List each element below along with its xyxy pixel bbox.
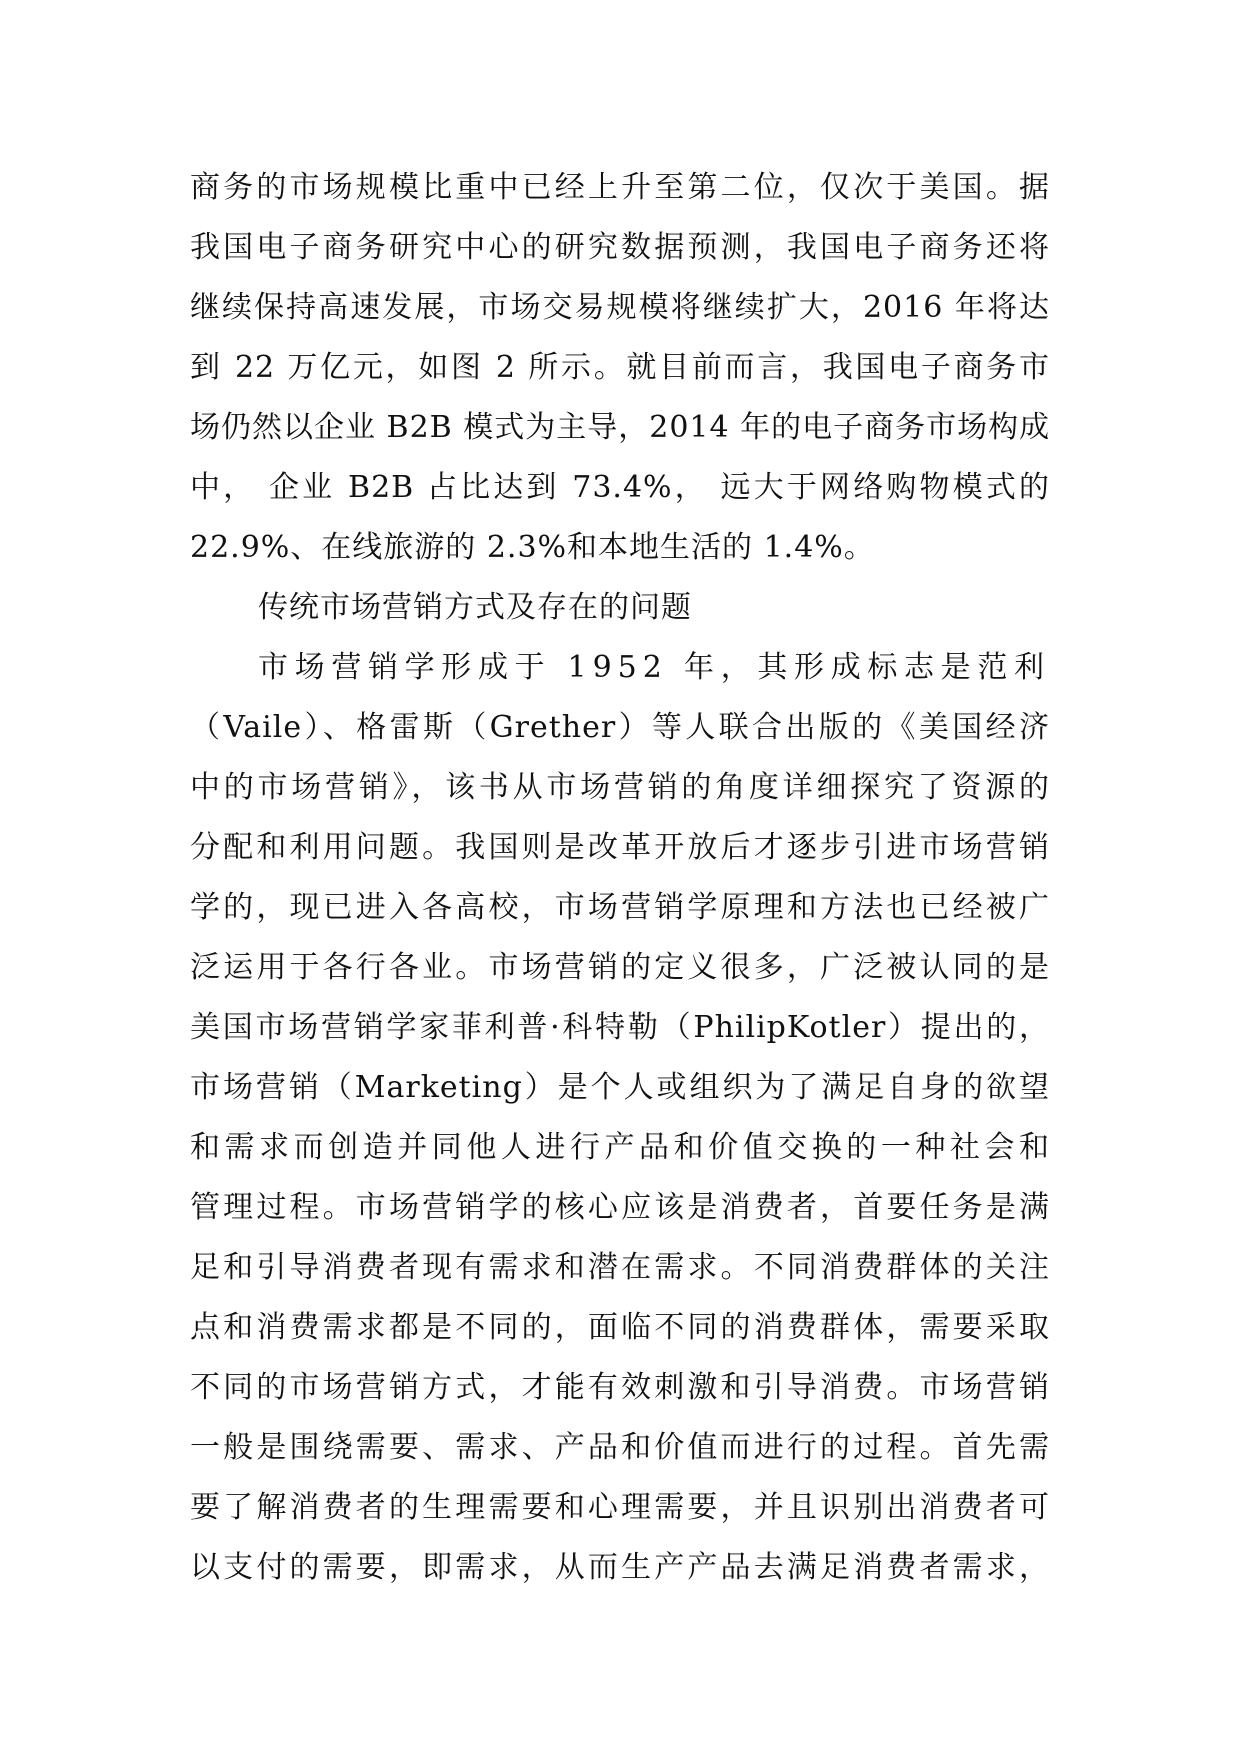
paragraph-2-line: 和需求而创造并同他人进行产品和价值交换的一种社会和: [190, 1130, 1050, 1165]
paragraph-2: [190, 638, 1050, 1598]
paragraph-2-line: 不同的市场营销方式，才能有效刺激和引导消费。市场营销: [190, 1370, 1050, 1405]
paragraph-1: [190, 158, 1050, 578]
paragraph-2-line: 学的，现已进入各高校，市场营销学原理和方法也已经被广: [190, 890, 1050, 925]
paragraph-2-line: 要了解消费者的生理需要和心理需要，并且识别出消费者可: [190, 1490, 1050, 1525]
paragraph-2-line: 足和引导消费者现有需求和潜在需求。不同消费群体的关注: [190, 1250, 1050, 1285]
paragraph-1-line: 商务的市场规模比重中已经上升至第二位，仅次于美国。据: [190, 170, 1050, 205]
paragraph-1-line: 中， 企业 B2B 占比达到 73.4%， 远大于网络购物模式的: [190, 470, 1050, 505]
paragraph-2-line: 点和消费需求都是不同的，面临不同的消费群体，需要采取: [190, 1310, 1050, 1345]
paragraph-2-line: 美国市场营销学家菲利普·科特勒（PhilipKotler）提出的，: [190, 1010, 1050, 1045]
section-heading: 传统市场营销方式及存在的问题: [258, 590, 692, 625]
paragraph-2-line: 一般是围绕需要、需求、产品和价值而进行的过程。首先需: [190, 1430, 1050, 1465]
paragraph-2-line: 管理过程。市场营销学的核心应该是消费者，首要任务是满: [190, 1190, 1050, 1225]
paragraph-2-line: 市场营销（Marketing）是个人或组织为了满足自身的欲望: [190, 1070, 1050, 1105]
paragraph-2-line: 中的市场营销》，该书从市场营销的角度详细探究了资源的: [190, 770, 1050, 805]
paragraph-2-line: （Vaile）、格雷斯（Grether）等人联合出版的《美国经济: [190, 710, 1050, 745]
paragraph-2-line: 市场营销学形成于 1952 年，其形成标志是范利: [258, 650, 1050, 685]
paragraph-1-line: 到 22 万亿元，如图 2 所示。就目前而言，我国电子商务市: [190, 350, 1050, 385]
paragraph-1-line: 场仍然以企业 B2B 模式为主导，2014 年的电子商务市场构成: [190, 410, 1051, 445]
document-body: [190, 158, 1050, 1598]
paragraph-2-line: 泛运用于各行各业。市场营销的定义很多，广泛被认同的是: [190, 950, 1050, 985]
paragraph-2-line: 以支付的需要，即需求，从而生产产品去满足消费者需求，: [190, 1550, 1050, 1585]
paragraph-1-line: 继续保持高速发展，市场交易规模将继续扩大，2016 年将达: [190, 290, 1050, 325]
paragraph-2-line: 分配和利用问题。我国则是改革开放后才逐步引进市场营销: [190, 830, 1050, 865]
paragraph-1-line: 我国电子商务研究中心的研究数据预测，我国电子商务还将: [190, 230, 1050, 265]
paragraph-1-line: 22.9%、在线旅游的 2.3%和本地生活的 1.4%。: [190, 530, 875, 565]
